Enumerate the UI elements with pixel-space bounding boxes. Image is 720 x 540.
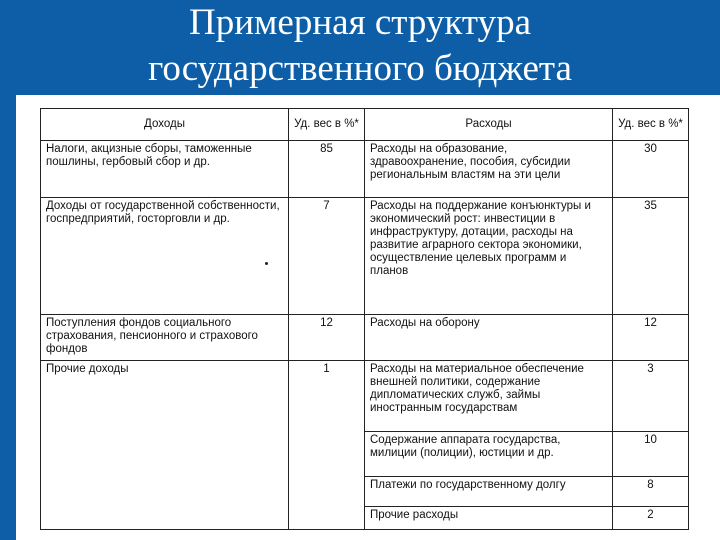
table-row	[41, 360, 689, 431]
expense-share-cell: 2	[613, 506, 689, 529]
expense-share-cell: 35	[613, 198, 689, 315]
expense-cell: Платежи по государственному долгу	[365, 476, 613, 506]
budget-table	[40, 108, 689, 530]
income-share-cell: 7	[289, 198, 365, 315]
left-accent-bar	[0, 95, 16, 540]
income-share-cell: 1	[289, 360, 365, 529]
expense-cell: Расходы на поддержание конъюнктуры и экономический рост: инвестиции в инфраструктуру, дотации, расходы на развитие аграрного сектора экономики, осуществление целевых программ и планов	[365, 198, 613, 315]
expense-cell: Расходы на оборону	[365, 315, 613, 360]
income-share-cell: 12	[289, 315, 365, 360]
table-row	[41, 315, 689, 360]
expense-share-cell: 10	[613, 431, 689, 476]
expense-share-cell: 12	[613, 315, 689, 360]
header-expense-share: Уд. вес в %*	[613, 109, 689, 141]
expense-cell: Расходы на образование, здравоохранение, пособия, субсидии региональным властям на эти цели	[365, 141, 613, 198]
header-expense: Расходы	[365, 109, 613, 141]
income-cell: Доходы от государственной собственности, госпредприятий, госторговли и др.	[41, 198, 289, 315]
expense-share-cell: 3	[613, 360, 689, 431]
expense-cell: Расходы на материальное обеспечение внешней политики, содержание дипломатических служб, займы иностранным государствам	[365, 360, 613, 431]
income-share-cell: 85	[289, 141, 365, 198]
income-cell: Налоги, акцизные сборы, таможенные пошлины, гербовый сбор и др.	[41, 141, 289, 198]
table-row	[41, 141, 689, 198]
expense-share-cell: 30	[613, 141, 689, 198]
expense-cell: Прочие расходы	[365, 506, 613, 529]
header-income: Доходы	[41, 109, 289, 141]
expense-share-cell: 8	[613, 476, 689, 506]
header-income-share: Уд. вес в %*	[289, 109, 365, 141]
title-line-2: государственного бюджета	[148, 48, 572, 89]
table-row	[41, 198, 689, 315]
title-line-1: Примерная структура	[189, 2, 531, 43]
income-cell: Прочие доходы	[41, 360, 289, 529]
header-row	[41, 109, 689, 141]
stray-dot	[265, 262, 268, 265]
expense-cell: Содержание аппарата государства, милиции (полиции), юстиции и др.	[365, 431, 613, 476]
income-cell: Поступления фондов социального страхования, пенсионного и страхового фондов	[41, 315, 289, 360]
